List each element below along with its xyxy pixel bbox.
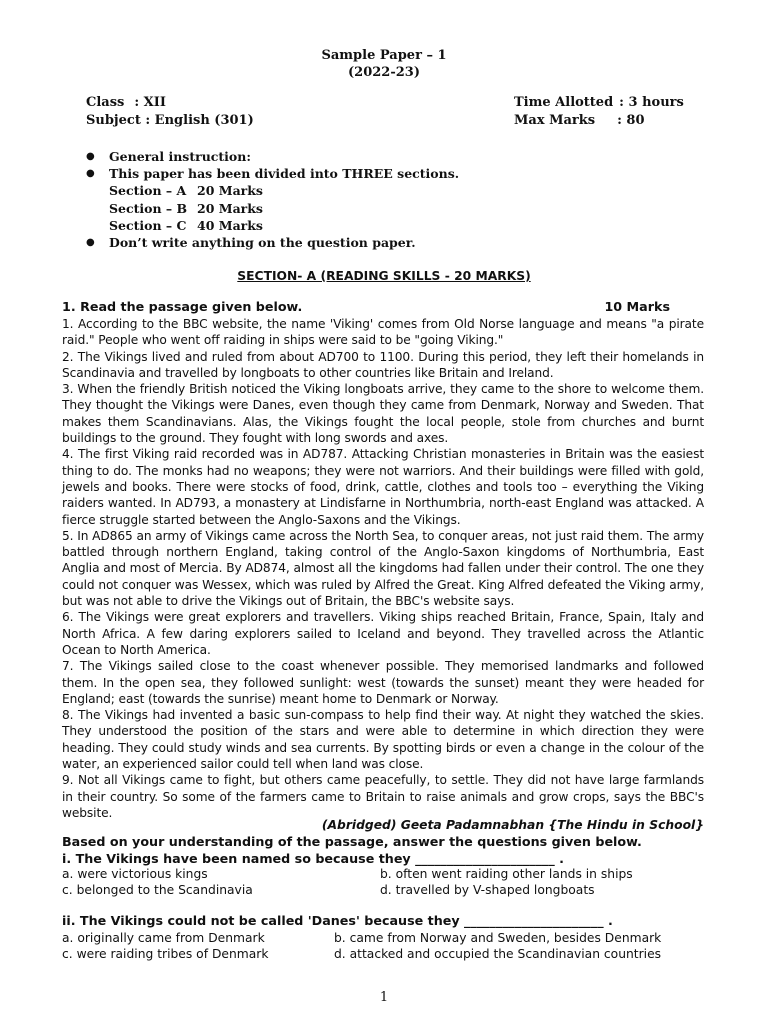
divided-instruction: This paper has been divided into THREE sections. xyxy=(109,166,460,182)
instruction-item xyxy=(86,148,459,165)
option-d: d. travelled by V-shaped longboats xyxy=(380,883,595,897)
instructions xyxy=(86,148,459,251)
passage-paragraph: 7. The Vikings sailed close to the coast whenever possible. They memorised landmarks and followed them. In the open sea, they followed sunlight: west (towards the sunset) meant they were headed for England; east (towards the sunrise) meant home to Denmark or Norway. xyxy=(62,659,704,706)
time-value: : 3 hours xyxy=(619,95,684,110)
section-name: Section – A xyxy=(109,183,187,199)
section-row xyxy=(86,182,459,199)
passage-paragraph: 2. The Vikings lived and ruled from about AD700 to 1100. During this period, they left their homelands in Scandinavia and travelled by longboats to other countries like Britain and Ireland. xyxy=(62,349,704,380)
section-row xyxy=(86,200,459,217)
section-marks: 40 Marks xyxy=(197,217,263,233)
question-1-header xyxy=(62,299,702,314)
bullet-icon: ● xyxy=(86,168,95,180)
option-a: a. originally came from Denmark xyxy=(62,931,265,945)
passage-paragraph: 6. The Vikings were great explorers and travellers. Viking ships reached Britain, France, Spain, Italy and North Africa. A few daring explorers sailed to Iceland and beyond. They travelled across the Atlantic Ocean to North America. xyxy=(62,610,704,657)
question-1-label: 1. Read the passage given below. xyxy=(62,299,303,314)
option-a: a. were victorious kings xyxy=(62,867,208,881)
section-name: Section – B xyxy=(109,200,188,216)
question-ii: ii. The Vikings could not be called 'Danes' because they ______________________ . xyxy=(62,913,613,928)
bullet-icon: ● xyxy=(86,151,95,162)
passage-paragraph: 4. The first Viking raid recorded was in AD787. Attacking Christian monasteries in Britain was the easiest thing to do. The monks had no weapons; they were not warriors. And their buildings were filled with gold, jewels and books. There were stocks of food, drink, cattle, clothes and tools too – everything the Viking raiders wanted. In AD793, a monastery at Lindisfarne in Northumbria, north-east England was attacked. A fierce struggle started between the Anglo-Saxons and the Vikings. xyxy=(62,447,704,527)
option-c: c. belonged to the Scandinavia xyxy=(62,883,253,897)
passage-paragraph: 9. Not all Vikings came to fight, but others came peacefully, to settle. They did not have large farmlands in their country. So some of the farmers came to Britain to raise animals and grow crops, says the BBC's website. xyxy=(62,773,704,820)
section-a-heading: SECTION- A (READING SKILLS - 20 MARKS) xyxy=(237,269,531,283)
passage-paragraph: 1. According to the BBC website, the name 'Viking' comes from Old Norse language and means "a pirate raid." People who went off raiding in ships were said to be "going Viking." xyxy=(62,317,704,348)
passage-credit: (Abridged) Geeta Padamnabhan {The Hindu in School} xyxy=(321,818,704,832)
reading-passage xyxy=(62,316,704,821)
passage-paragraph: 3. When the friendly British noticed the Viking longboats arrive, they came to the shore to welcome them. They thought the Vikings were Danes, even though they came from Denmark, Norway and Sweden. That makes them Scandinavians. Alas, the Vikings fought the local people, stole from churches and burnt buildings to the ground. They fought with long swords and axes. xyxy=(62,382,704,446)
passage-paragraph: 5. In AD865 an army of Vikings came across the North Sea, to conquer areas, not just raid them. The army battled through northern England, taking control of the Anglo-Saxon kingdoms of Northumbria, East Anglia and most of Mercia. By AD874, almost all the kingdoms had fallen under their control. The one they could not conquer was Wessex, which was ruled by Alfred the Great. King Alfred defeated the Viking army, but was not able to drive the Vikings out of Britain, the BBC's website says. xyxy=(62,528,704,609)
marks-value: : 80 xyxy=(617,113,645,128)
paper-title xyxy=(0,47,768,81)
general-instruction: General instruction: xyxy=(109,149,251,164)
page-number: 1 xyxy=(379,990,389,1005)
option-b: b. often went raiding other lands in ships xyxy=(380,867,633,881)
option-d: d. attacked and occupied the Scandinavian countries xyxy=(334,947,662,961)
option-b: b. came from Norway and Sweden, besides Denmark xyxy=(334,931,662,945)
passage-paragraph: 8. The Vikings had invented a basic sun-compass to help find their way. At night they watched the skies. They understood the position of the stars and were able to determine in which direction they were heading. They could study winds and sea currents. By spotting birds or even a change in the colour of the water, an experienced sailor could tell when land was close. xyxy=(62,708,704,772)
instruction-item xyxy=(86,165,459,182)
marks-label: Max Marks xyxy=(514,113,596,128)
answer-instruction: Based on your understanding of the passage, answer the questions given below. xyxy=(62,834,642,849)
section-row xyxy=(86,217,459,234)
dont-write-instruction: Don’t write anything on the question paper. xyxy=(109,235,416,251)
section-marks: 20 Marks xyxy=(197,183,263,199)
section-name: Section – C xyxy=(109,217,187,233)
section-marks: 20 Marks xyxy=(197,200,263,216)
instruction-item xyxy=(86,234,459,251)
subject-line: Subject : English (301) xyxy=(86,113,254,128)
paper-title-text: Sample Paper – 1 xyxy=(321,48,447,63)
option-c: c. were raiding tribes of Denmark xyxy=(62,947,269,961)
bullet-icon: ● xyxy=(86,237,95,249)
paper-year: (2022-23) xyxy=(348,65,420,80)
question-1-marks: 10 Marks xyxy=(604,299,670,314)
class-value: : XII xyxy=(134,95,166,110)
class-line xyxy=(86,94,166,112)
time-line xyxy=(514,94,684,112)
question-i: i. The Vikings have been named so because they ______________________ . xyxy=(62,851,564,866)
max-marks-line xyxy=(514,112,645,130)
time-label: Time Allotted xyxy=(514,95,614,110)
class-label: Class xyxy=(86,95,125,110)
